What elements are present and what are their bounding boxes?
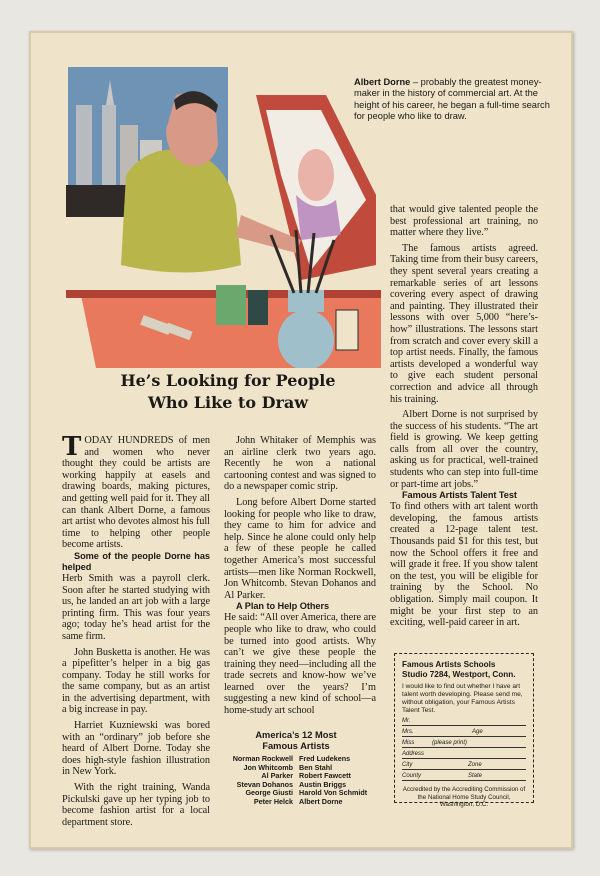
field-label: Mrs. bbox=[402, 729, 414, 735]
intro-name: Albert Dorne bbox=[354, 77, 411, 87]
coupon-accreditation: Accredited by the Accrediting Commission of the National Home Study Council, Washington, D.C. bbox=[402, 786, 526, 808]
coupon-address-field[interactable] bbox=[402, 750, 526, 759]
artists-title bbox=[218, 730, 374, 752]
paragraph: of men and women who never thought they could be artists are working happily at easels and drawing boards, making pictures, and getting well paid for it. They all can thank Albert Dorne, a famous art artist who devotes almost his full time to helping other people become artists. bbox=[62, 435, 211, 551]
paragraph: John Busketta is another. He was a pipefitter’s helper in a big gas company. Today he still works for the same company, but as an artist in the advertising department, with a big increase in pay. bbox=[62, 646, 210, 716]
paragraph: John Whitaker of Memphis was an airline clerk two years ago. Recently he won a national cartooning contest and was signed to do a newspaper comic strip. bbox=[224, 435, 376, 493]
paragraph: With the right training, Wanda Pickulski gave up her typing job to become fashion artist for a local department store. bbox=[62, 782, 210, 828]
coupon-city-field[interactable] bbox=[402, 761, 526, 770]
paragraph: To find others with art talent worth developing, the famous artists created a 12-page talent test. Thousands paid $1 for this test, but now the School offers it free and will grade it free. If you show talent on the test, you will be eligible for training by the School. No obligation. Simply mail coupon. It might be your first step to an exciting, well-paid career in art. bbox=[390, 501, 538, 629]
field-label: County bbox=[402, 773, 422, 779]
artist-name: Harold Von Schmidt bbox=[299, 788, 368, 798]
mail-in-coupon[interactable] bbox=[394, 653, 534, 808]
famous-artists-list bbox=[218, 730, 374, 807]
subheading: Some of the people Dorne has helped bbox=[62, 550, 210, 572]
coupon-mr-field[interactable] bbox=[402, 717, 526, 726]
article-column-3 bbox=[390, 204, 538, 629]
artist-name: Albert Dorne bbox=[299, 796, 343, 806]
field-label: State bbox=[468, 773, 483, 779]
artist-name: Al Parker bbox=[261, 771, 293, 781]
intro-text: – probably the greatest money-maker in the history of commercial art. At the height of his career, he began a full-time search for people who like to draw. bbox=[354, 77, 550, 122]
paragraph: The famous artists agreed. Taking time from their busy careers, they spent several years creating a remarkable series of art lessons covering every aspect of drawing and painting. They illustrated their lessons with over 5,000 “here’s-how” illustrations. The lessons start from scratch and cover every skill a top artist needs. Finally, the famous artists developed a wonderful way to give each student personal correction and advice all through his training. bbox=[390, 242, 538, 405]
artist-name: Fred Ludekens bbox=[299, 754, 351, 763]
subheading: A Plan to Help Others bbox=[236, 601, 330, 612]
field-label: Age bbox=[472, 729, 483, 735]
artist-name: Peter Helck bbox=[253, 796, 293, 806]
coupon-heading-2: Studio 7284, Westport, Conn. bbox=[402, 670, 516, 679]
coupon-county-field[interactable] bbox=[402, 772, 526, 781]
artist-illustration bbox=[66, 65, 381, 368]
paragraph: that would give talented people the best professional art training, no matter where they live.” bbox=[390, 204, 538, 239]
paragraph: Long before Albert Dorne started looking for people who like to draw, they came to him for advice and help. Since he alone could only help a few of these people he called together America’s most successful artists—men like Norman Rockwell, Jon Whitcomb. Stevan Dohanos and Al Parker. bbox=[224, 496, 376, 601]
field-label: Mr. bbox=[402, 718, 411, 724]
artist-name: Jon Whitcomb bbox=[243, 762, 293, 772]
coupon-heading-1: Famous Artists Schools bbox=[402, 660, 496, 669]
artist-name: George Giusti bbox=[245, 788, 293, 798]
magazine-page bbox=[29, 31, 573, 849]
field-label: Miss bbox=[402, 740, 415, 746]
lead-in: ODAY HUNDREDS bbox=[84, 435, 174, 446]
artist-name: Stevan Dohanos bbox=[236, 779, 293, 789]
artist-name: Robert Fawcett bbox=[299, 771, 351, 781]
headline-line-2: Who Like to Draw bbox=[147, 393, 309, 412]
coupon-miss-field[interactable] bbox=[402, 739, 526, 748]
artists-title-line-2: Famous Artists bbox=[262, 741, 330, 751]
coupon-body: I would like to find out whether I have art talent worth developing. Please send me, without obligation, your Famous Artists Talent Test. bbox=[402, 683, 523, 714]
drop-cap: T bbox=[62, 432, 82, 462]
field-label: Zone bbox=[468, 762, 482, 768]
coupon-mrs-field[interactable] bbox=[402, 728, 526, 737]
field-label: City bbox=[402, 762, 413, 768]
field-label: Address bbox=[402, 751, 425, 757]
artists-title-line-1: America’s 12 Most bbox=[255, 730, 337, 740]
paragraph: Albert Dorne is not surprised by the success of his students. “The art field is growing. We keep getting calls from all over the country, asking us for practical, well-trained students who can step into full-time or part-time art jobs.” bbox=[390, 409, 538, 490]
intro-caption bbox=[354, 77, 552, 123]
field-label: (please print) bbox=[432, 740, 468, 746]
page-headline bbox=[66, 370, 390, 414]
paragraph: Herb Smith was a payroll clerk. Soon after he started studying with us, he landed an art job with a large printing firm. This was four years ago; today he’s head artist for the same firm. bbox=[62, 572, 210, 642]
artist-name: Norman Rockwell bbox=[232, 754, 293, 763]
subheading: Famous Artists Talent Test bbox=[402, 490, 517, 501]
artist-name: Ben Stahl bbox=[299, 762, 333, 772]
artist-name: Austin Briggs bbox=[299, 779, 347, 789]
paragraph: Harriet Kuzniewski was bored with an “ordinary” job before she heard of Albert Dorne. Today she does high-style fashion illustration in New York. bbox=[62, 720, 210, 778]
paragraph: He said: “All over America, there are people who like to draw, who could be turned into good artists. Why can’t we give these people the training they need—including all the trade secrets and know-how we’ve learned over the years? I’m suggesting a new kind of school—a home-study art school bbox=[224, 612, 376, 717]
headline-line-1: He’s Looking for People bbox=[120, 371, 336, 390]
article-column-2 bbox=[224, 435, 376, 717]
article-column-1 bbox=[62, 432, 211, 828]
